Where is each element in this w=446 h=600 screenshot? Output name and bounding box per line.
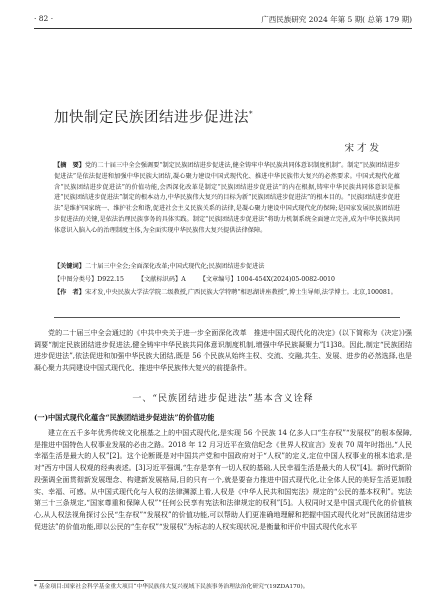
- keywords-label: 【关键词】: [54, 263, 85, 270]
- author-info-label: 【作 者】: [54, 289, 85, 296]
- intro-paragraph: 党的二十届三中全会通过的《中共中央关于进一步全面深化改革 推进中国式现代化的决定》(以下简称为《决定》)强调要“制定民族团结进步促进法,健全铸牢中华民族共同体意识制度机制,增强中华民族凝聚力”[1]38。因此,制定“民族团结进步促进法”,依法促进和加强中华民族大团结,既是 56 个民族从始终主权、交流、交融,共生、发展、进步的必然选择,也是凝心聚力共同建设中国式现代化、推进中华民族伟大复兴的前提条件。: [34, 329, 412, 373]
- section-heading: 一、“民族团结进步促进法”基本含义诠释: [132, 394, 314, 404]
- article-number: 【文章编号】1004-454X(2024)05-0082-0010: [199, 276, 335, 283]
- clc-number: 【中图分类号】D922.15: [54, 276, 124, 283]
- body-paragraph: 建立在五千多年优秀传统文化根基之上的中国式现代化,是实现 56 个民族 14 亿多人口“生存权”“发展权”的根本保障,是推进中国特色人权事业发展的必由之路。2018 年 12 月习近平在致信纪念《世界人权宣言》发表 70 周年时指出,“人民幸福生活是最大的人权”[2]。这个论断既是对中国共产党和中国政府对于“人权”的定义,定位中国人权事业的根本追求,是对“西方中国人权观的经典表述。[3]习近平强调,“生存是享有一切人权的基础,人民幸福生活是最大的人权”[4]。新时代新阶段强调全面贯彻新发展理念、构建新发展格局,目的只有一个,就是要奋力推进中国式现代化,让全体人民的美好生活更加殷实、幸福、可感。从中国式现代化与人权的法律渊源上看,人权是《中华人民共和国宪法》规定的“公民的基本权利”。宪法第三十三条规定,“国家尊重和保障人权”“任何公民享有宪法和法律规定的权利”[5]。人权同时又是中国式现代化的价值核心,从人权法视角探讨公民“生存权”“发展权”的价值功能,可以帮助人们更准确地理解和把握中国式现代化对“民族团结进步促进法”的价值功能,即以公民的“生存权”“发展权”为标志的人权实现状况,是衡量和评价中国式现代化水平: [34, 429, 412, 531]
- keywords-line: [54, 262, 400, 273]
- footnote-rule: [34, 580, 144, 581]
- running-header: [34, 14, 412, 28]
- page-number: · 82 ·: [34, 14, 54, 23]
- abstract-block: [54, 161, 400, 237]
- header-rule: [34, 28, 412, 29]
- document-code: 【文献标识码】A: [137, 276, 186, 283]
- keywords-text: 二十届三中全会;全面深化改革;中国式现代化;民族团结进步促进法: [84, 263, 265, 270]
- author-name: 宋才发: [344, 143, 382, 154]
- abstract-label: 【摘 要】: [54, 162, 85, 169]
- title-footnote-mark: *: [249, 110, 253, 119]
- author-info-text: 宋才发,中央民族大学法学院二级教授,广西民族大学特聘“相思湖讲座教授”,博士生导师,法学博士。北京,100081。: [84, 289, 397, 296]
- abstract-separator: [54, 317, 400, 318]
- abstract-text: 党的二十届三中全会强调要“制定民族团结进步促进法,健全铸牢中华民族共同体意识制度机制”。制定“民族团结进步促进法”是依法促进和加强中华民族大团结,凝心聚力建设中国式现代化、推进中华民族伟大复兴的必然要求。中国式现代化蕴含“民族团结进步促进法”的价值功能,会西深化改革是制定“民族团结进步促进法”的内在根据,铸牢中华民族共同体意识是推进“民族团结进步促进法”制定的根本动力,中华民族伟大复兴的目标为新“民族团结进步促进法”的根本目的。“民族团结进步促进法”是维护国家统一、维护社会和谐,促进社会主义民族关系的法律,是凝心聚力建设中国式现代化的保障;是国家发展民族团结进步促进法的关键,是依法治理民族事务的具体实践。制定“民族团结进步促进法”将助力机制系统全面建立完善,成为中华民族共同体意识入脑入心的治理制度主体,为全面实现中华民族伟大复兴提供法律保障。: [54, 162, 400, 234]
- classification-line: [54, 275, 400, 286]
- author-info: [54, 288, 400, 299]
- subsection-heading: (一)中国式现代化蕴含“民族团结进步促进法”的价值功能: [34, 413, 215, 422]
- journal-name: 广西民族研究 2024 年第 5 期( 总第 179 期): [261, 15, 412, 24]
- article-title: 加快制定民族团结进步促进法*: [54, 110, 253, 126]
- footnote: * 基金项目:国家社会科学基金重大项目“中华民族伟大复兴视域下民族事务治理法治化研究”(19ZDA170)。: [34, 584, 309, 590]
